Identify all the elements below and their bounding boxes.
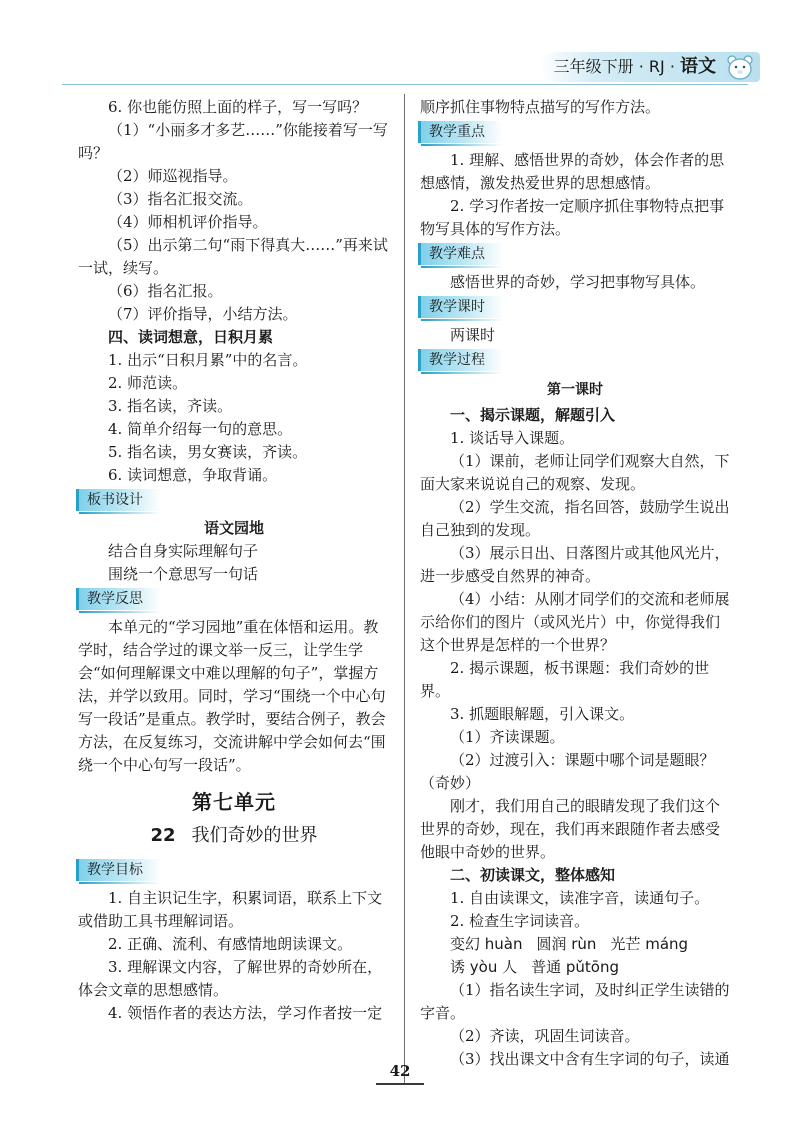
header-subject: 语文 [680,56,716,77]
header-rule [62,84,748,85]
section-1-item: （1）齐读课题。 [450,728,565,746]
teaching-process-tag: 教学过程 [418,349,503,371]
continued-text: 顺序抓住事物特点描写的写作方法。 [420,98,661,116]
section-2-title: 二、初读课文，整体感知 [450,866,616,884]
period-title: 第一课时 [547,382,603,398]
goal-item: 2. 正确、流利、有感情地朗读课文。 [108,935,353,953]
section-1-close: 刚才，我们用自己的眼睛发现了我们这个世界的奇妙，现在，我们再来跟随作者去感受他眼中奇妙的世界。 [420,797,721,861]
class-hours-text: 两课时 [450,326,496,344]
reflection-text: 本单元的“学习园地”重在体悟和运用。教学时，结合学过的课文举一反三，让学生学会“如何理解课文中难以理解的句子”，掌握方法，并学以致用。同时，学习“围绕一个中心句写一段话”是重点。教学时，要结合例子，教会方法，在反复练习，交流讲解中学会如何去“围绕一个中心句写一段话”。 [78,618,386,774]
section-2-sub: 2. 检查生字词读音。 [450,912,590,930]
page-number: 42 [389,1062,411,1080]
section-1-sub: 3. 抓题眼解题，引入课文。 [450,705,635,723]
section-4-item: 2. 师范读。 [108,374,188,392]
lesson-title: 我们奇妙的世界 [191,825,318,846]
q6-item: （3）指名汇报交流。 [108,190,253,208]
section-1-para: （1）课前，老师让同学们观察大自然，下面大家来说说自己的观察、发现。 [420,452,730,493]
q6-item: （2）师巡视指导。 [108,167,238,185]
board-line: 围绕一个意思写一句话 [108,565,259,583]
q6-item: （4）师相机评价指导。 [108,213,268,231]
bear-mascot-icon [726,54,754,80]
section-1-sub: 2. 揭示课题，板书课题：我们奇妙的世界。 [420,659,710,700]
q6-item: （5）出示第二句“雨下得真大……”再来试一试，续写。 [78,236,388,277]
q6-item: （6）指名汇报。 [108,282,223,300]
class-hours-tag: 教学课时 [418,296,503,318]
key-point: 1. 理解、感悟世界的奇妙，体会作者的思想感情，激发热爱世界的思想感情。 [420,151,725,192]
q6-item: （1）“小丽多才多艺……”你能接着写一写吗？ [78,121,388,162]
column-divider [404,94,405,1084]
reflection-tag: 教学反思 [76,588,161,610]
section-4-item: 3. 指名读，齐读。 [108,397,233,415]
section-4-title: 四、读词想意，日积月累 [108,328,274,346]
vocab-word: 光芒 máng [610,935,689,953]
section-4-item: 4. 简单介绍每一句的意思。 [108,420,293,438]
lesson-number: 22 [150,825,176,846]
q6-title: 6. 你也能仿照上面的样子，写一写吗？ [108,98,368,116]
right-column [420,96,730,1071]
section-4-item: 5. 指名读，男女赛读，齐读。 [108,443,308,461]
section-4-item: 1. 出示“日积月累”中的名言。 [108,351,308,369]
vocab-word: 圆润 rùn [536,935,597,953]
board-title: 语文园地 [203,519,264,537]
section-2-sub: 1. 自由读课文，读准字音，读通句子。 [450,889,710,907]
section-2-item: （1）指名读生字词，及时纠正学生读错的字音。 [420,981,730,1022]
teaching-goals-tag: 教学目标 [76,859,161,881]
section-2-item: （2）齐读，巩固生词读音。 [450,1027,640,1045]
lesson-heading [78,824,390,847]
goal-item: 4. 领悟作者的表达方法，学习作者按一定 [108,1004,383,1022]
left-column [78,96,390,1025]
difficulty-tag: 教学难点 [418,243,503,265]
goal-item: 1. 自主识记生字，积累词语，联系上下文或借助工具书理解词语。 [78,889,383,930]
page-number-underline [376,1083,424,1085]
difficulty-text: 感悟世界的奇妙，学习把事物写具体。 [450,273,706,291]
section-1-item: （2）过渡引入：课题中哪个词是题眼？（奇妙） [420,751,715,792]
section-4-item: 6. 读词想意，争取背诵。 [108,466,278,484]
vocab-word: 诱 yòu 人 [450,958,518,976]
unit-title: 第七单元 [192,790,276,814]
board-design-tag: 板书设计 [76,489,161,511]
header-grade: 三年级下册 · RJ · [553,57,680,76]
section-2-item: （3）找出课文中含有生字词的句子，读通 [450,1050,730,1068]
q6-item: （7）评价指导，小结方法。 [108,305,298,323]
section-1-para: （4）小结：从刚才同学们的交流和老师展示给你们的图片（或风光片）中，你觉得我们这个世界是怎样的一个世界？ [420,590,730,654]
section-1-sub: 1. 谈话导入课题。 [450,429,575,447]
section-1-title: 一、揭示课题，解题引入 [450,406,616,424]
key-point: 2. 学习作者按一定顺序抓住事物特点把事物写具体的写作方法。 [420,197,725,238]
vocab-word: 变幻 huàn [450,935,523,953]
key-points-tag: 教学重点 [418,121,503,143]
goal-item: 3. 理解课文内容，了解世界的奇妙所在，体会文章的思想感情。 [78,958,383,999]
vocab-row [420,956,730,979]
vocab-row [420,933,730,956]
vocab-word: 普通 pǔtōng [531,958,619,976]
section-1-para: （3）展示日出、日落图片或其他风光片，进一步感受自然界的神奇。 [420,544,730,585]
section-1-para: （2）学生交流，指名回答，鼓励学生说出自己独到的发现。 [420,498,730,539]
board-line: 结合自身实际理解句子 [108,542,259,560]
